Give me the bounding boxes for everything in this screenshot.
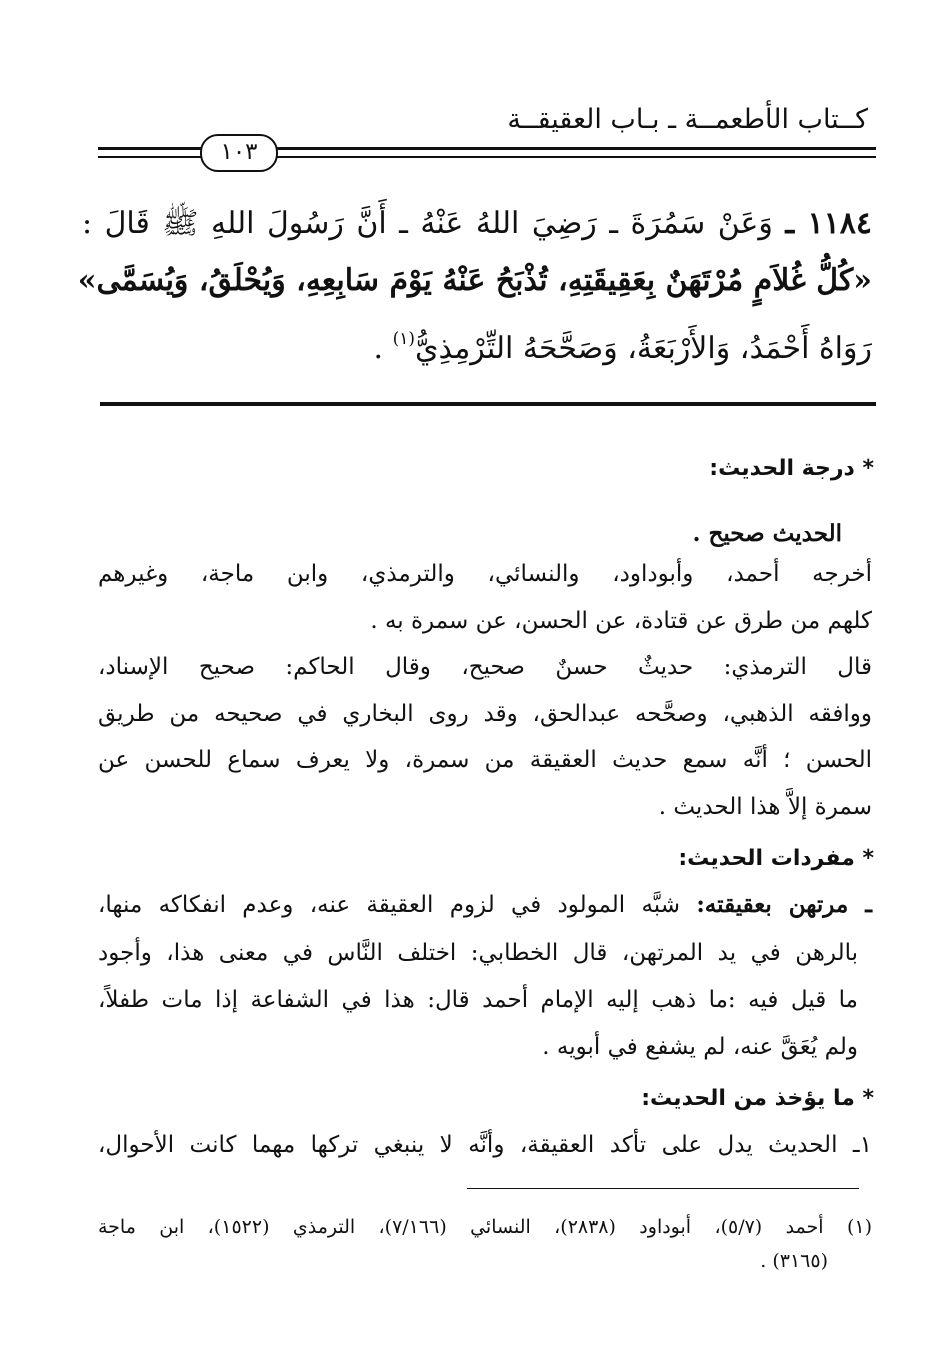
degree-line: كلهم من طرق عن قتادة، عن الحسن، عن سمرة به .	[370, 608, 872, 634]
degree-line: أخرجه أحمد، وأبوداود، والنسائي، والترمذي، وابن ماجة، وغيرهم	[98, 561, 872, 587]
degree-line: الحسن ؛ أنَّه سمع حديث العقيقة من سمرة، ولا يعرف سماع للحسن عن	[98, 747, 872, 773]
degree-line: سمرة إلاَّ هذا الحديث .	[658, 794, 872, 820]
hadith-number: ١١٨٤ ـ	[785, 206, 872, 241]
vocab-line: ما قيل فيه :ما ذهب إليه الإمام أحمد قال: هذا في الشفاعة إذا مات طفلاً،	[98, 987, 858, 1013]
footnote-rule	[467, 1188, 859, 1189]
hadith-line-1	[82, 200, 872, 248]
degree-verdict: الحديث صحيح .	[692, 520, 842, 547]
section-title-degree: * درجة الحديث:	[709, 456, 874, 481]
hadith-line-3-end: .	[373, 331, 393, 366]
vocab-line: ولم يُعَقَّ عنه، لم يشفع في أبويه .	[542, 1034, 858, 1060]
footnote-line: (١) أحمد (٥/٧)، أبوداود (٢٨٣٨)، النسائي (٧/١٦٦)، الترمذي (١٥٢٢)، ابن ماجة	[98, 1216, 872, 1238]
vocab-line: بالرهن في يد المرتهن، قال الخطابي: اختلف النَّاس في معنى هذا، وأجود	[98, 940, 858, 966]
hadith-line-2: «كُلُّ غُلاَمٍ مُرْتَهَنٌ بِعَقِيقَتِهِ، تُذْبَحُ عَنْهُ يَوْمَ سَابِعِهِ، وَيُحْلَقُ، وَيُسَمَّى»	[77, 263, 872, 298]
footnote-marker: (١)	[392, 329, 415, 349]
page-number: ١٠٣	[200, 134, 278, 172]
vocab-term: ـ مرتهن بعقيقته:	[696, 891, 872, 918]
vocab-line	[98, 887, 872, 923]
hadith-line-3-text: رَوَاهُ أَحْمَدُ، وَالأَرْبَعَةُ، وَصَحَّحَهُ التِّرْمِذِيُّ	[415, 331, 872, 366]
section-separator	[100, 402, 876, 406]
section-title-lessons: * ما يؤخذ من الحديث:	[641, 1086, 874, 1111]
running-header-title: كــتاب الأطعمــة ـ بـاب العقيقــة	[507, 104, 868, 135]
lessons-line: ١ـ الحديث يدل على تأكد العقيقة، وأنَّه لا ينبغي تركها مهما كانت الأحوال،	[98, 1132, 872, 1158]
vocab-line-text: شبَّه المولود في لزوم العقيقة عنه، وعدم انفكاكه منها،	[98, 892, 681, 918]
degree-line: ووافقه الذهبي، وصحَّحه عبدالحق، وقد روى البخاري في صحيحه من طريق	[98, 701, 872, 727]
hadith-line-1-text: وَعَنْ سَمُرَةَ ـ رَضِيَ اللهُ عَنْهُ ـ أَنَّ رَسُولَ اللهِ ﷺ قَالَ :	[82, 206, 773, 241]
degree-line: قال الترمذي: حديثٌ حسنٌ صحيح، وقال الحاكم: صحيح الإسناد،	[98, 654, 872, 680]
section-title-vocabulary: * مفردات الحديث:	[678, 846, 874, 871]
footnote-line: (٣١٦٥) .	[760, 1250, 828, 1272]
hadith-line-3	[82, 315, 872, 373]
